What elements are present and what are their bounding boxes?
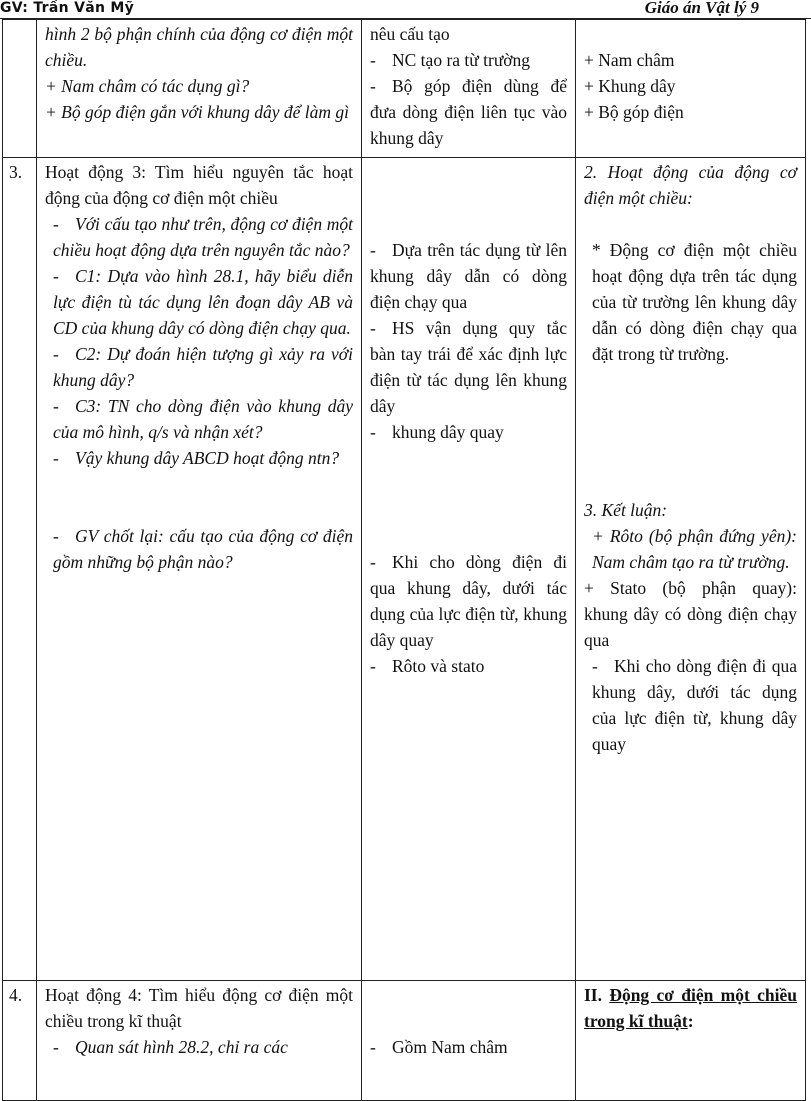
section-heading: 2. Hoạt động của động cơ điện một chiều: bbox=[584, 162, 797, 208]
activity-title: Hoạt động 3: Tìm hiểu nguyên tắc hoạt động của động cơ điện một chiều bbox=[45, 162, 353, 208]
content-cell bbox=[576, 20, 806, 158]
content-cell bbox=[576, 158, 806, 981]
section-heading: Động cơ điện một chiều trong kĩ thuật bbox=[584, 985, 797, 1031]
table-row bbox=[3, 20, 806, 158]
dash-marker: - bbox=[370, 318, 376, 338]
student-text: khung dây quay bbox=[392, 422, 504, 442]
page-header bbox=[0, 0, 811, 19]
student-text: Bộ góp điện dùng để đưa dòng điện liên tục vào khung dây bbox=[370, 76, 567, 148]
student-text: Dựa trên tác dụng từ lên khung dây dẫn có dòng điện chạy qua bbox=[370, 240, 567, 312]
dash-marker: - bbox=[53, 1037, 59, 1057]
content-cell bbox=[576, 981, 806, 1101]
table-row bbox=[3, 158, 806, 981]
section-colon: : bbox=[687, 1011, 694, 1031]
student-text: Gồm Nam châm bbox=[392, 1037, 508, 1057]
teacher-text: + Bộ góp điện gắn với khung dây để làm gì bbox=[45, 102, 350, 122]
dash-marker: - bbox=[370, 1037, 376, 1057]
dash-marker: - bbox=[53, 266, 59, 286]
teacher-text: Quan sát hình 28.2, chỉ ra các bbox=[75, 1037, 288, 1057]
dash-marker: - bbox=[370, 76, 376, 96]
document-title: Giáo án Vật lý 9 bbox=[644, 0, 759, 17]
row-number: 4. bbox=[3, 981, 37, 1101]
dash-marker: - bbox=[592, 656, 598, 676]
teacher-text: Vậy khung dây ABCD hoạt động ntn? bbox=[75, 448, 340, 468]
content-text: + Nam châm bbox=[584, 50, 675, 70]
student-text: HS vận dụng quy tắc bàn tay trái để xác định lực điện từ tác dụng lên khung dây bbox=[370, 318, 567, 416]
dash-marker: - bbox=[370, 240, 376, 260]
teacher-text: Với cấu tạo như trên, động cơ điện một chiều hoạt động dựa trên nguyên tắc nào? bbox=[53, 214, 353, 260]
teacher-activity-cell bbox=[37, 981, 362, 1101]
teacher-text: C2: Dự đoán hiện tượng gì xảy ra với khung dây? bbox=[53, 344, 353, 390]
teacher-text: GV chốt lại: cấu tạo của động cơ điện gồm những bộ phận nào? bbox=[53, 526, 353, 572]
teacher-activity-cell bbox=[37, 158, 362, 981]
row-number: 3. bbox=[3, 158, 37, 981]
section-number: II. bbox=[584, 985, 602, 1005]
dash-marker: - bbox=[370, 422, 376, 442]
student-activity-cell bbox=[362, 20, 576, 158]
student-text: nêu cấu tạo bbox=[370, 24, 450, 44]
student-text: NC tạo ra từ trường bbox=[392, 50, 531, 70]
dash-marker: - bbox=[53, 344, 59, 364]
student-text: Khi cho dòng điện đi qua khung dây, dưới tác dụng của lực điện từ, khung dây quay bbox=[370, 552, 567, 650]
dash-marker: - bbox=[53, 396, 59, 416]
teacher-text: + Nam châm có tác dụng gì? bbox=[45, 76, 250, 96]
dash-marker: - bbox=[53, 526, 59, 546]
teacher-text: hình 2 bộ phận chính của động cơ điện một chiều. bbox=[45, 24, 353, 70]
content-text: + Khung dây bbox=[584, 76, 676, 96]
content-text: + Rôto (bộ phận đứng yên): Nam châm tạo ra từ trường. bbox=[592, 526, 797, 572]
row-number bbox=[3, 20, 37, 158]
student-activity-cell bbox=[362, 158, 576, 981]
teacher-text: C3: TN cho dòng điện vào khung dây của mô hình, q/s và nhận xét? bbox=[53, 396, 353, 442]
student-text: Rôto và stato bbox=[392, 656, 485, 676]
lesson-table bbox=[2, 19, 806, 1101]
student-activity-cell bbox=[362, 981, 576, 1101]
table-row bbox=[3, 981, 806, 1101]
section-heading: 3. Kết luận: bbox=[584, 500, 668, 520]
content-text: + Stato (bộ phận quay): khung dây có dòng điện chạy qua bbox=[584, 578, 797, 650]
content-text: Khi cho dòng điện đi qua khung dây, dưới tác dụng của lực điện từ, khung dây quay bbox=[592, 656, 797, 754]
activity-title: Hoạt động 4: Tìm hiểu động cơ điện một chiều trong kĩ thuật bbox=[45, 985, 353, 1031]
content-text: * Động cơ điện một chiều hoạt động dựa trên tác dụng của từ trường lên khung dây dẫn có dòng điện chạy qua đặt trong từ trường. bbox=[592, 240, 797, 364]
dash-marker: - bbox=[370, 50, 376, 70]
teacher-name: GV: Trần Văn Mỹ bbox=[0, 0, 135, 16]
dash-marker: - bbox=[53, 448, 59, 468]
dash-marker: - bbox=[370, 552, 376, 572]
teacher-activity-cell bbox=[37, 20, 362, 158]
content-text: + Bộ góp điện bbox=[584, 102, 684, 122]
teacher-text: C1: Dựa vào hình 28.1, hãy biểu diễn lực điện tù tác dụng lên đoạn dây AB và CD của khung dây có dòng điện chạy qua. bbox=[53, 266, 353, 338]
dash-marker: - bbox=[370, 656, 376, 676]
dash-marker: - bbox=[53, 214, 59, 234]
